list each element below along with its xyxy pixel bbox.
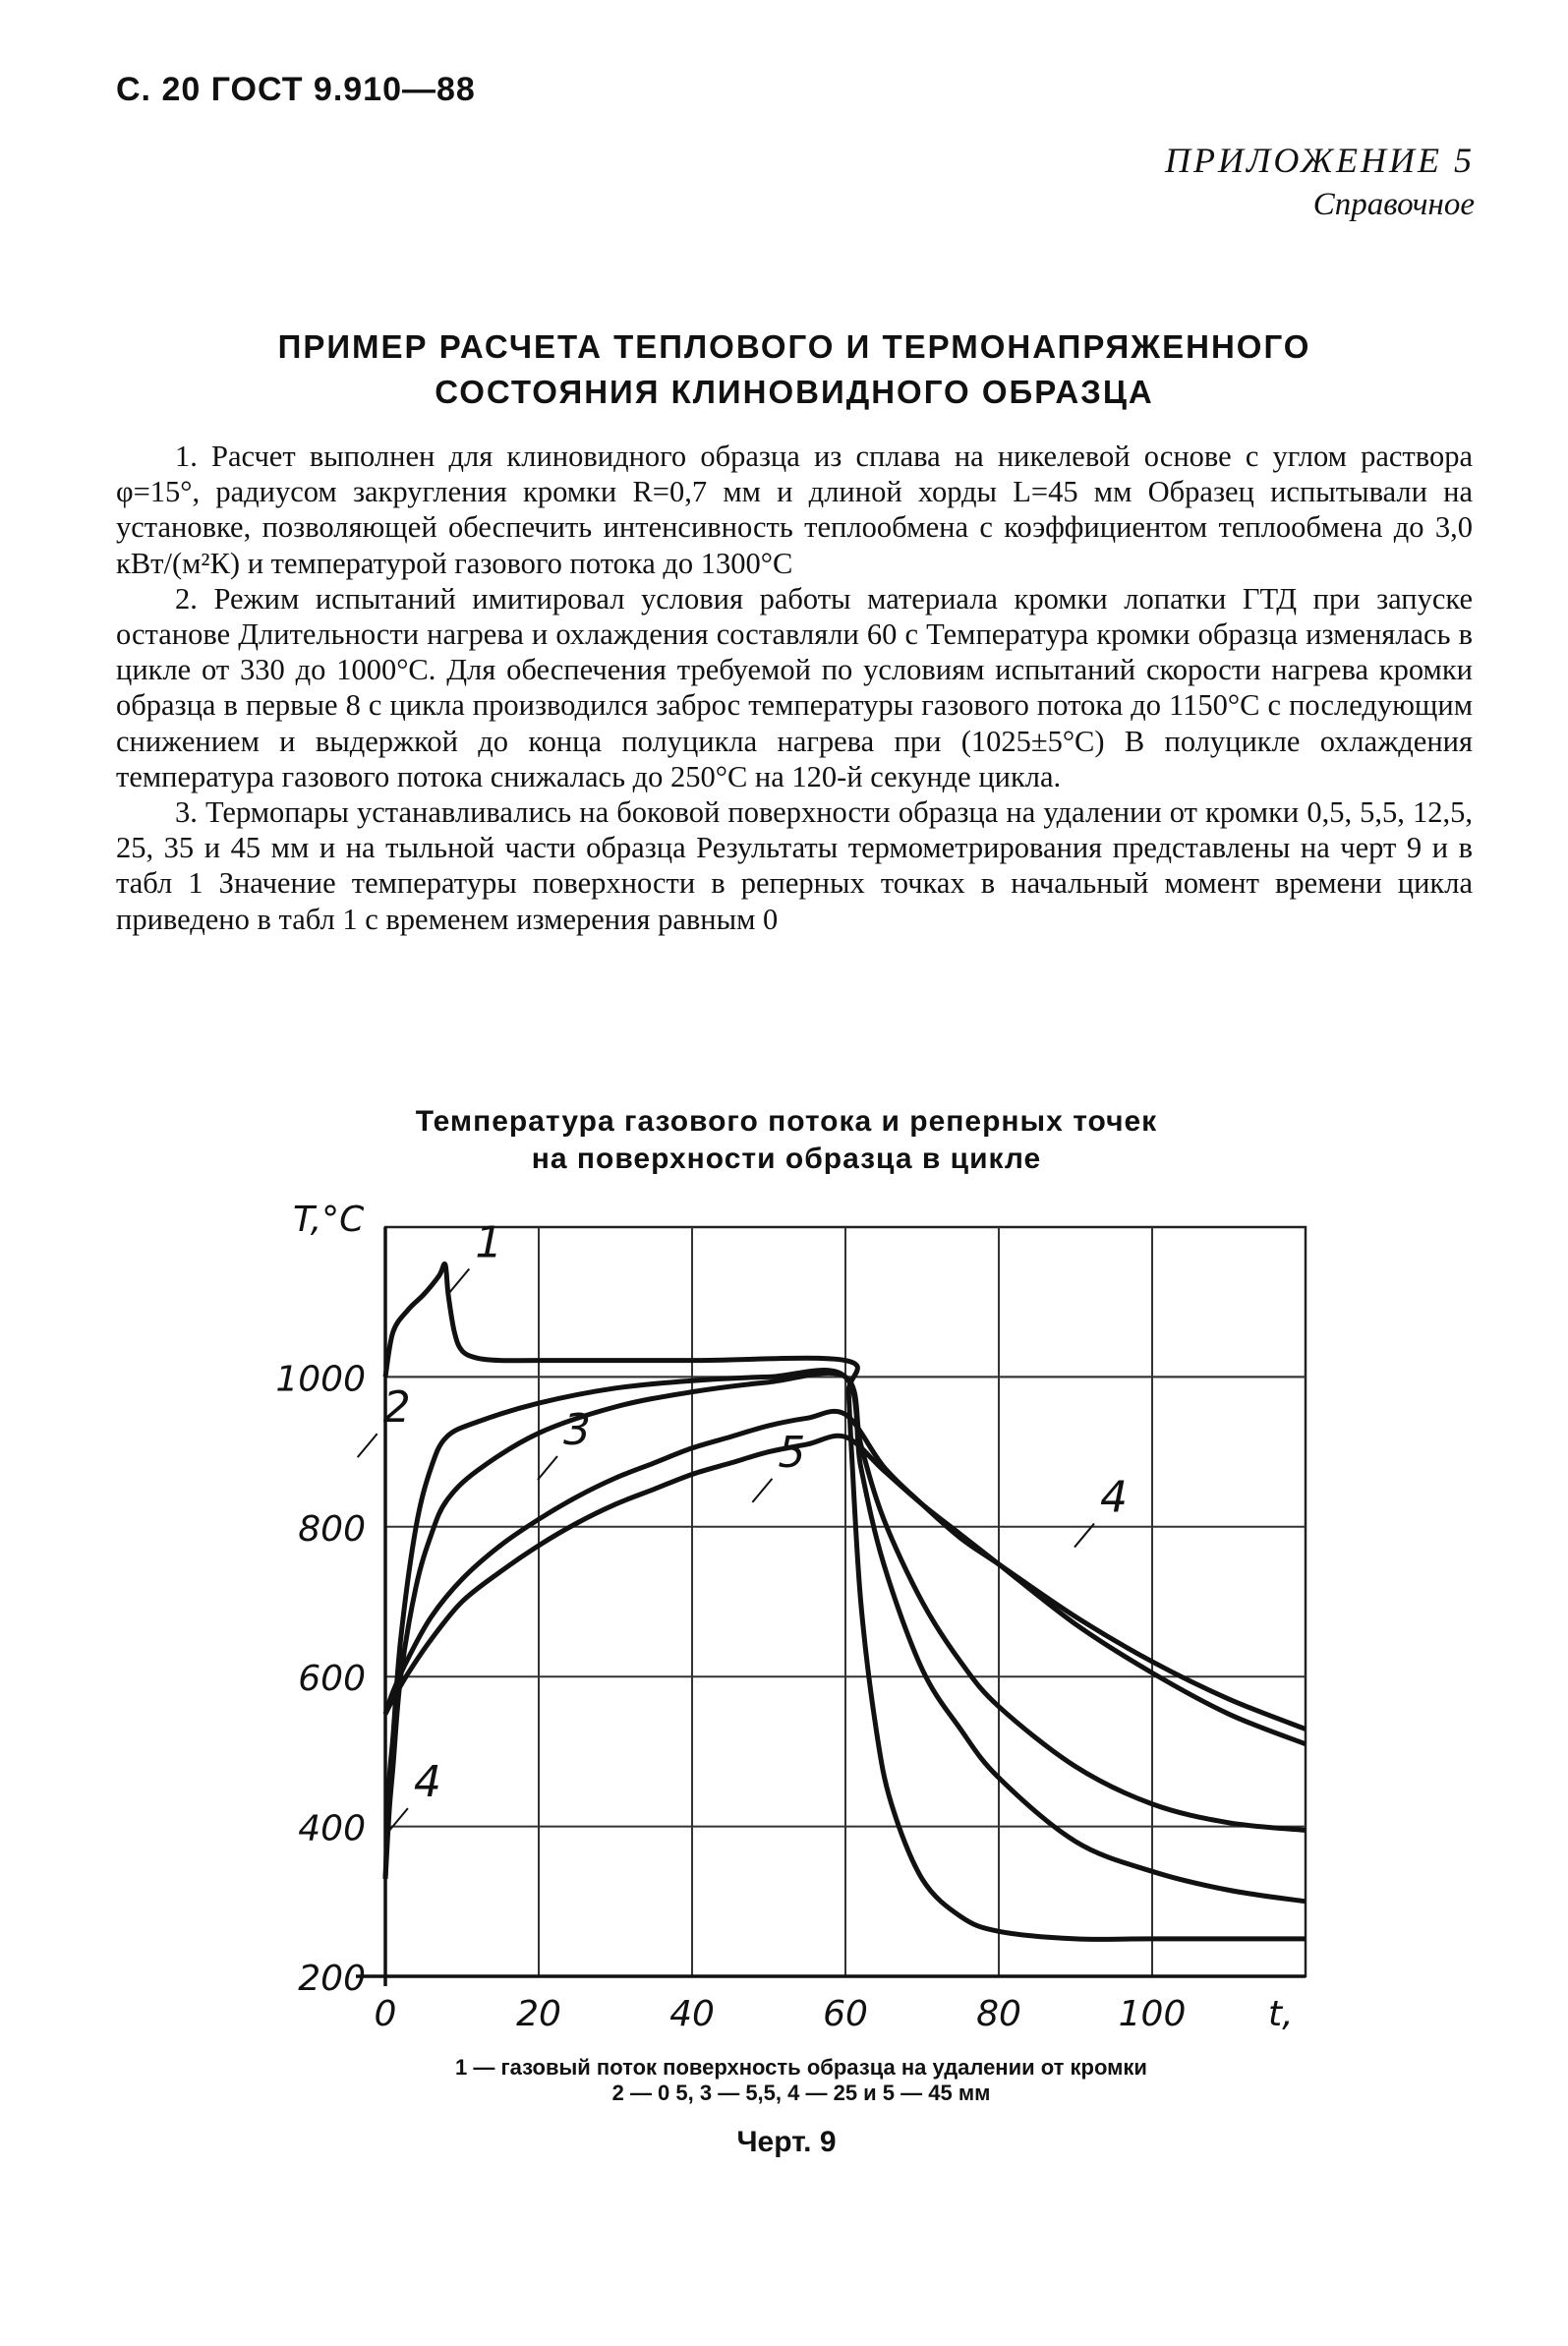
figure-caption-line-1: 1 — газовый поток поверхность образца на удалении от кромки <box>455 2055 1147 2080</box>
x-tick-label: 60 <box>823 1994 868 2034</box>
leader-5 <box>752 1479 772 1502</box>
paragraph-3: 3. Термопары устанавливались на боковой поверхности образца на удалении от кромки 0,5, 5,5, 12,5, 25, 35 и 45 мм и на тыльной части образца Результаты термометрирования представлены на черт 9 и в табл 1 Значение температуры поверхности в реперных точках в начальный момент времени цикла приведено в табл 1 с временем измерения равным 0 <box>116 795 1473 936</box>
x-tick-label: 0 <box>374 1994 397 2034</box>
page-reference: С. 20 ГОСТ 9.910—88 <box>116 71 476 108</box>
curve-label-3: 3 <box>563 1404 591 1455</box>
appendix-subtitle: Справочное <box>1312 187 1475 222</box>
curve-label-2: 2 <box>382 1382 411 1434</box>
y-tick-label: 800 <box>298 1508 366 1550</box>
x-axis-label: t, <box>1268 1994 1294 2034</box>
appendix-title: ПРИЛОЖЕНИЕ 5 <box>1165 141 1475 180</box>
figure-label: Черт. 9 <box>736 2126 837 2158</box>
y-tick-label: 600 <box>298 1659 366 1700</box>
x-tick-label: 20 <box>516 1994 561 2034</box>
figure-caption <box>295 2055 1307 2106</box>
curve-label-4: 4 <box>1100 1472 1128 1523</box>
chart-title-line-1: Температура газового потока и реперных точек <box>415 1105 1158 1138</box>
document-title-line-1: ПРИМЕР РАСЧЕТА ТЕПЛОВОГО И ТЕРМОНАПРЯЖЕННОГО <box>277 328 1311 365</box>
document-title-line-2: СОСТОЯНИЯ КЛИНОВИДНОГО ОБРАЗЦА <box>435 374 1154 410</box>
y-tick-label: 200 <box>298 1959 366 1999</box>
figure-caption-line-2: 2 — 0 5, 3 — 5,5, 4 — 25 и 5 — 45 мм <box>611 2081 991 2105</box>
chart-title-line-2: на поверхности образца в цикле <box>531 1143 1042 1175</box>
paragraph-1: 1. Расчет выполнен для клиновидного образца из сплава на никелевой основе с углом раствора φ=15°, радиусом закругления кромки R=0,7 мм и длиной хорды L=45 мм Образец испытывали на установке, позволяющей обеспечить интенсивность теплообмена с коэффициентом теплообмена до 3,0 кВт/(м²К) и температурой газового потока до 1300°С <box>116 440 1473 580</box>
leader-2 <box>358 1434 377 1457</box>
paragraph-2: 2. Режим испытаний имитировал условия работы материала кромки лопатки ГТД при запуске останове Длительности нагрева и охлаждения составляли 60 с Температура кромки образца изменялась в цикле от 330 до 1000°С. Для обеспечения требуемой по условиям испытаний скорости нагрева кромки образца в первые 8 с цикла производился заброс температуры газового потока до 1150°С с последующим снижением и выдержкой до конца полуцикла нагрева при (1025±5°С) В полуцикле охлаждения температура газового потока снижалась до 250°С на 120-й секунде цикла. <box>116 581 1473 793</box>
y-tick-label: 1000 <box>275 1359 366 1400</box>
x-tick-label: 100 <box>1118 1994 1187 2034</box>
leader-3 <box>538 1456 557 1480</box>
y-axis-label: T,°C <box>293 1200 365 1240</box>
curve-label-5: 5 <box>778 1427 806 1478</box>
curve-label-4-left: 4 <box>413 1757 441 1808</box>
curve-label-1: 1 <box>475 1217 503 1268</box>
leader-1 <box>449 1268 469 1292</box>
y-tick-label: 400 <box>298 1808 366 1849</box>
x-tick-label: 40 <box>669 1994 715 2034</box>
x-tick-label: 80 <box>976 1994 1021 2034</box>
